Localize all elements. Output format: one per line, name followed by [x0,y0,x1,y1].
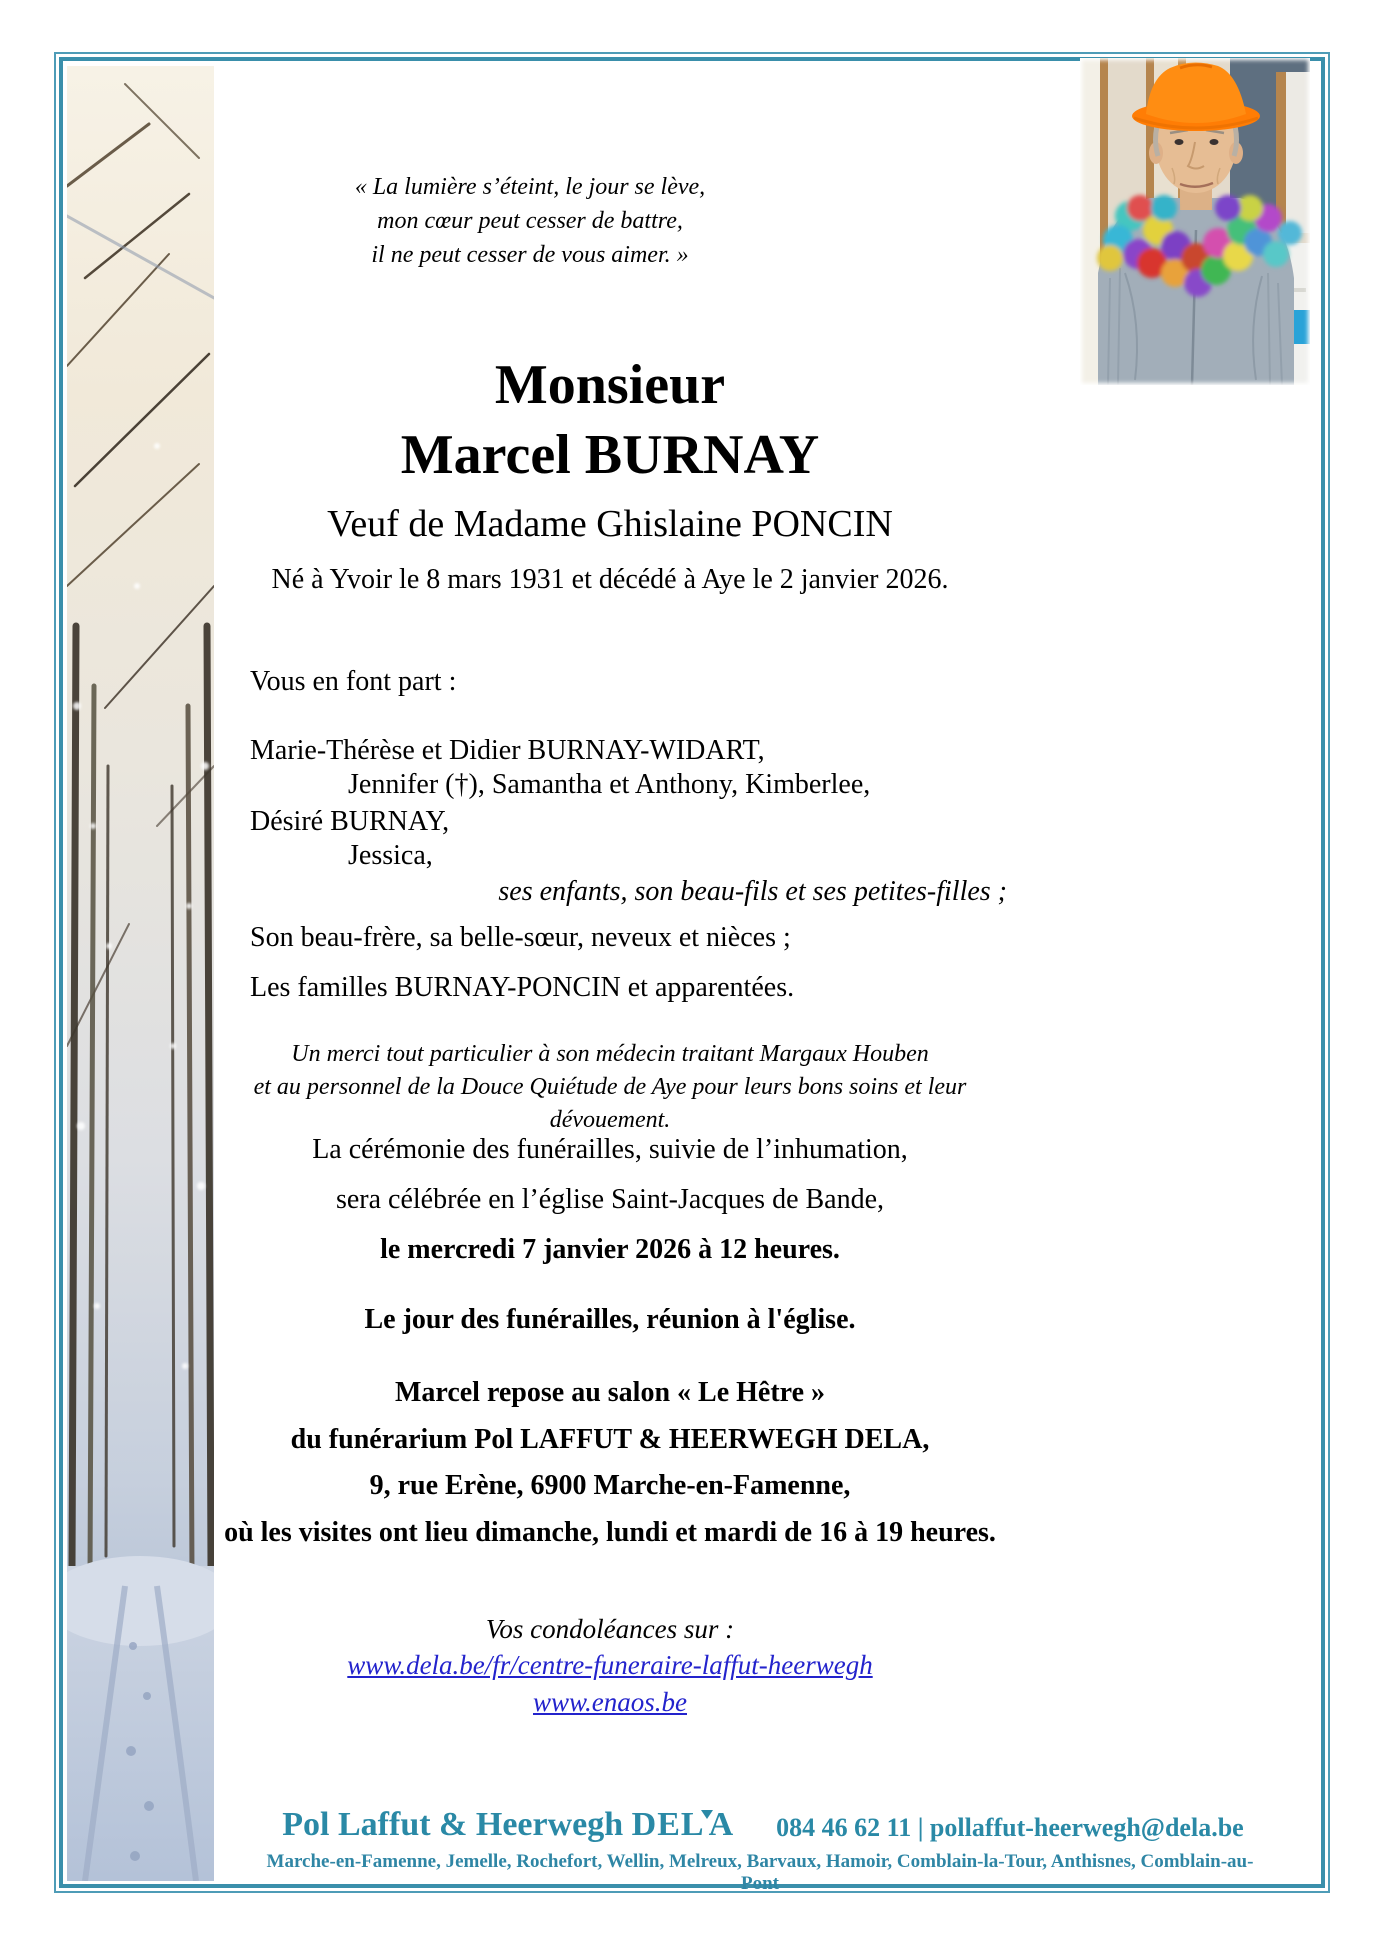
quote-line-3: il ne peut cesser de vous aimer. » [371,242,689,268]
thanks-line-1: Un merci tout particulier à son médecin traitant Margaux Houben [291,1041,929,1067]
brand-dela-prefix: DEL [631,1806,705,1843]
relative-line-1: Marie-Thérèse et Didier BURNAY-WIDART, [250,735,765,766]
families-line: Les familles BURNAY-PONCIN et apparentées. [250,972,795,1003]
repose-line-2: du funérarium Pol LAFFUT & HEERWEGH DELA, [290,1424,930,1455]
life-dates-line: Né à Yvoir le 8 mars 1931 et décédé à Aye le 2 janvier 2026. [271,564,949,595]
brand-dela-suffix: A [708,1806,735,1843]
brand-name: Pol Laffut & Heerwegh [282,1806,632,1843]
civility-title: Monsieur [494,354,726,416]
relative-line-2: Jennifer (†), Samantha et Anthony, Kimberlee, [348,769,871,800]
ceremony-date-line: le mercredi 7 janvier 2026 à 12 heures. [380,1234,840,1265]
condolences-label: Vos condoléances sur : [485,1614,735,1644]
relative-line-3: Désiré BURNAY, [250,806,450,837]
ceremony-line-1: La cérémonie des funérailles, suivie de l’inhumation, [312,1134,908,1165]
ceremony-line-2: sera célébrée en l’église Saint-Jacques de Bande, [335,1184,885,1215]
quote-line-2: mon cœur peut cesser de battre, [377,208,683,234]
opening-quote [210,170,850,272]
repose-line-1: Marcel repose au salon « Le Hêtre » [394,1377,826,1408]
repose-line-3: 9, rue Erène, 6900 Marche-en-Famenne, [369,1470,851,1501]
thanks-line-2: et au personnel de la Douce Quiétude de Aye pour leurs bons soins et leur dévouement. [253,1074,967,1133]
repose-line-4: où les visites ont lieu dimanche, lundi et mardi de 16 à 19 heures. [224,1517,996,1548]
footer-contact: 084 46 62 11 | pollaffut-heerwegh@dela.be [776,1813,1244,1842]
reunion-line: Le jour des funérailles, réunion à l'église. [364,1304,856,1335]
condolences-link-dela[interactable]: www.dela.be/fr/centre-funeraire-laffut-heerwegh [347,1650,873,1680]
relative-line-4: Jessica, [348,840,433,871]
thanks-note [213,1038,1007,1137]
deceased-name: Marcel BURNAY [400,424,820,486]
quote-line-1: « La lumière s’éteint, le jour se lève, [354,174,706,200]
announcement-intro: Vous en font part : [250,666,457,697]
portrait-photo [1080,58,1310,385]
relatives-roles-line: ses enfants, son beau-fils et ses petites-filles ; [498,876,1007,907]
inlaws-line: Son beau-frère, sa belle-sœur, neveux et nièces ; [250,922,791,953]
footer-locations: Marche-en-Famenne, Jemelle, Rochefort, Wellin, Melreux, Barvaux, Hamoir, Comblain-la-Tour, Anthisnes, Comblain-au-Pont [266,1851,1254,1894]
funeral-home-logo [282,1806,734,1844]
funeral-home-footer [213,1806,1313,1844]
condolences-link-enaos[interactable]: www.enaos.be [533,1687,687,1717]
widower-line: Veuf de Madame Ghislaine PONCIN [327,503,893,545]
winter-forest-photo [67,66,214,1881]
dela-triangle-icon [701,1810,713,1819]
